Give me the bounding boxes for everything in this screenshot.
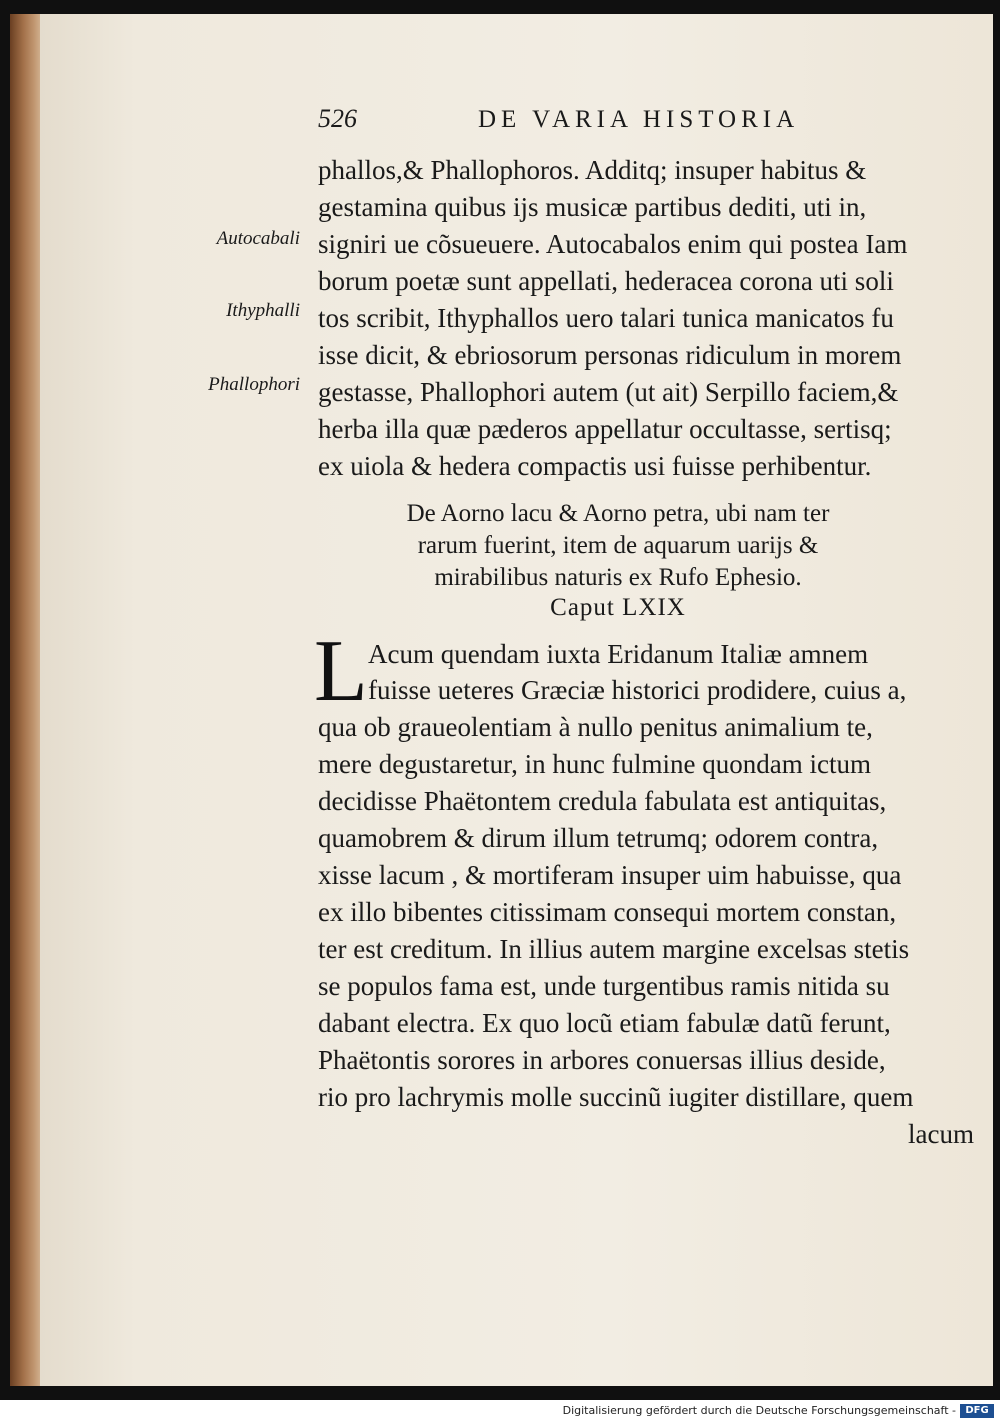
text-line: gestamina quibus ijs musicæ partibus dediti, uti in, [318, 192, 867, 222]
text-line: gestasse, Phallophori autem (ut ait) Serpillo faciem,& [318, 377, 899, 407]
text-line: fuisse ueteres Græciæ historici prodidere, cuius a, [368, 675, 907, 705]
footer-credit: Digitalisierung gefördert durch die Deutsche Forschungsgemeinschaft - [562, 1404, 956, 1417]
chapter-heading-line: mirabilibus naturis ex Rufo Ephesio. [434, 564, 802, 591]
marginal-note-phallophori: Phallophori [208, 374, 300, 395]
running-head: DE VARIA HISTORIA [478, 106, 800, 133]
book-page-edge [10, 14, 40, 1386]
text-line: rio pro lachrymis molle succinũ iugiter distillare, quem [318, 1082, 914, 1112]
text-line: tos scribit, Ithyphallos uero talari tunica manicatos fu [318, 303, 894, 333]
chapter-number: Caput LXIX [550, 594, 686, 621]
dfg-logo: DFG [960, 1404, 994, 1418]
text-line: herba illa quæ pæderos appellatur occultasse, sertisq; [318, 414, 892, 444]
marginal-note-ithyphalli: Ithyphalli [226, 300, 300, 321]
text-line: ter est creditum. In illius autem margine excelsas stetis [318, 934, 910, 964]
chapter-heading-line: rarum fuerint, item de aquarum uarijs & [417, 532, 819, 559]
marginal-note-autocabali: Autocabali [216, 228, 300, 249]
text-line: phallos,& Phallophoros. Additq; insuper habitus & [318, 155, 867, 185]
text-line: dabant electra. Ex quo locũ etiam fabulæ datũ ferunt, [318, 1008, 891, 1038]
text-line: se populos fama est, unde turgentibus ramis nitida su [318, 971, 890, 1001]
text-line: Acum quendam iuxta Eridanum Italiæ amnem [368, 639, 869, 669]
text-line: quamobrem & dirum illum tetrumq; odorem contra, [318, 823, 879, 853]
text-line: xisse lacum , & mortiferam insuper uim habuisse, qua [318, 860, 902, 890]
text-line: ex illo bibentes citissimam consequi mortem constan, [318, 897, 897, 927]
text-line: borum poetæ sunt appellati, hederacea corona uti soli [318, 266, 894, 296]
page-number: 526 [318, 104, 357, 133]
text-line: mere degustaretur, in hunc fulmine quondam ictum [318, 749, 872, 779]
text-line: ex uiola & hedera compactis usi fuisse perhibentur. [318, 451, 872, 481]
drop-cap: L [314, 623, 368, 720]
catchword: lacum [908, 1119, 974, 1149]
text-line: signiri ue cõsueuere. Autocabalos enim qui postea Iam [318, 229, 908, 259]
text-line: Phaëtontis sorores in arbores conuersas illius deside, [318, 1045, 886, 1075]
text-line: decidisse Phaëtontem credula fabulata est antiquitas, [318, 786, 887, 816]
text-line: isse dicit, & ebriosorum personas ridiculum in morem [318, 340, 902, 370]
chapter-heading-line: De Aorno lacu & Aorno petra, ubi nam ter [406, 500, 830, 527]
text-line: qua ob graueolentiam à nullo penitus animalium te, [318, 712, 873, 742]
